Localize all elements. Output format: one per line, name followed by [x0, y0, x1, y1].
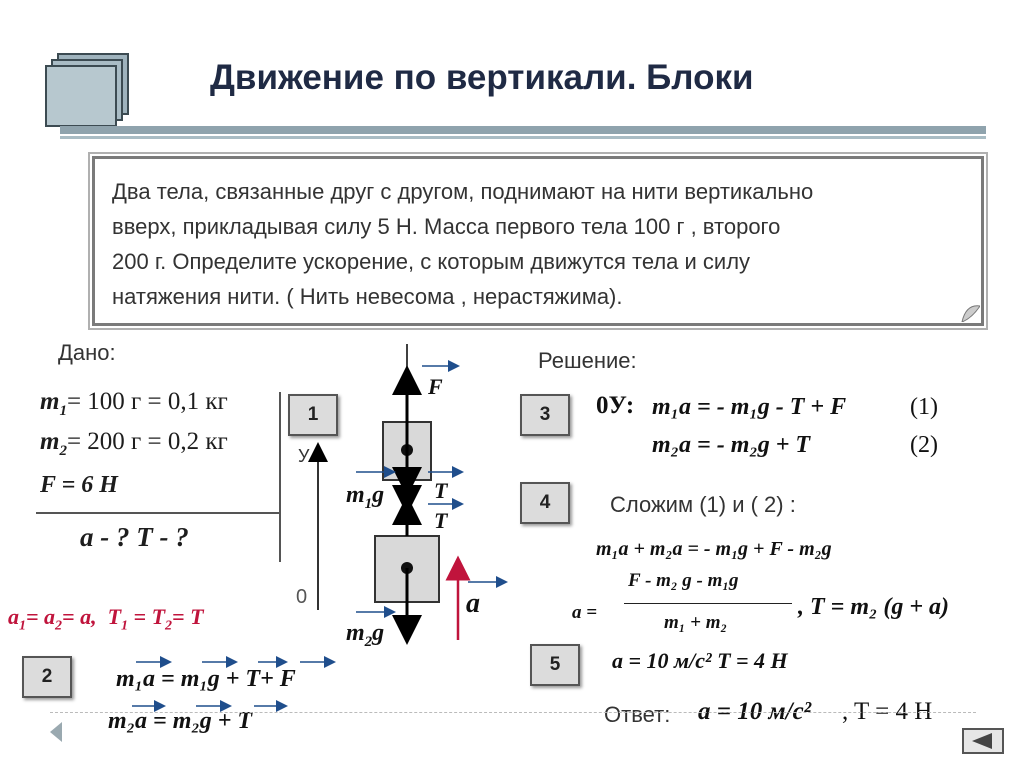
task-line-1: Два тела, связанные друг с другом, поднимают на нити вертикально	[112, 179, 814, 204]
task-text	[112, 174, 962, 314]
task-line-4: натяжения нити. ( Нить невесома , нерастяжима).	[112, 284, 623, 309]
equation-2-number: (2)	[910, 432, 938, 458]
solution-label: Решение:	[538, 348, 637, 373]
footer-divider	[50, 712, 976, 713]
vector-equation-1: m₁a = m₁g + T+ F	[116, 666, 296, 692]
force-diagram	[280, 330, 520, 670]
projection-equation-1: m₁a = - m₁g - T + F	[652, 394, 847, 420]
answer-label: Ответ:	[604, 702, 671, 727]
back-button[interactable]	[962, 728, 1004, 754]
step-4-badge: 4	[520, 482, 570, 524]
sum-label: Сложим (1) и ( 2) :	[610, 492, 796, 517]
task-line-3: 200 г. Определите ускорение, с которым движутся тела и силу	[112, 249, 751, 274]
given-divider	[36, 512, 280, 514]
step-1-badge: 1	[288, 394, 338, 436]
equality-conditions: $a_1= a_2= a$, $T_1 = T_2= T$	[8, 604, 204, 634]
fraction-bar	[624, 603, 792, 604]
force-F-label: F	[428, 374, 443, 399]
oy-label: 0У:	[596, 392, 635, 419]
result-values: a = 10 м/с² T = 4 Н	[612, 648, 788, 673]
find-line: a - ? T - ?	[80, 522, 189, 552]
page-title: Движение по вертикали. Блоки	[210, 58, 754, 97]
weight-1-label: $m_1g$	[346, 482, 385, 512]
acceleration-label: a	[466, 588, 480, 619]
given-label: Дано:	[58, 340, 116, 365]
weight-2-label: $m_2g$	[346, 620, 385, 650]
tension-top-label: T	[434, 478, 448, 503]
axis-y-label: У	[298, 446, 310, 466]
step-5-badge: 5	[530, 644, 580, 686]
title-divider	[60, 126, 986, 134]
given-m1: $m_1= 100$ г = 0,1 кг	[40, 388, 228, 419]
task-line-2: вверх, прикладывая силу 5 Н. Масса первого тела 100 г , второго	[112, 214, 781, 239]
tension-formula: , T = m₂ (g + a)	[798, 594, 950, 620]
equation-1-number: (1)	[910, 394, 938, 420]
given-force: F = 6 Н	[40, 472, 118, 498]
fraction-denominator: m₁ + m₂	[664, 612, 728, 633]
step-2-badge: 2	[22, 656, 72, 698]
sum-equation: m₁a + m₂a = - m₁g + F - m₂g	[596, 538, 832, 560]
answer-acceleration: a = 10 м/с²	[698, 698, 812, 725]
vector-equation-2: m₂a = m₂g + T	[108, 708, 253, 734]
answer-tension: , T = 4 Н	[842, 698, 933, 725]
projection-equation-2: m₂a = - m₂g + T	[652, 432, 811, 458]
title-divider-thin	[60, 136, 986, 139]
given-m2: $m_2= 200$ г = 0,2 кг	[40, 428, 228, 459]
step-3-badge: 3	[520, 394, 570, 436]
prev-slide-icon[interactable]	[46, 720, 66, 744]
fraction-numerator: F - m₂ g - m₁g	[628, 570, 739, 591]
axis-zero-label: 0	[296, 586, 308, 608]
tension-bottom-label: T	[434, 508, 448, 533]
a-equals: a =	[572, 602, 598, 623]
vector-equation-arrows	[130, 656, 350, 716]
slide-stack-icon	[44, 52, 132, 132]
